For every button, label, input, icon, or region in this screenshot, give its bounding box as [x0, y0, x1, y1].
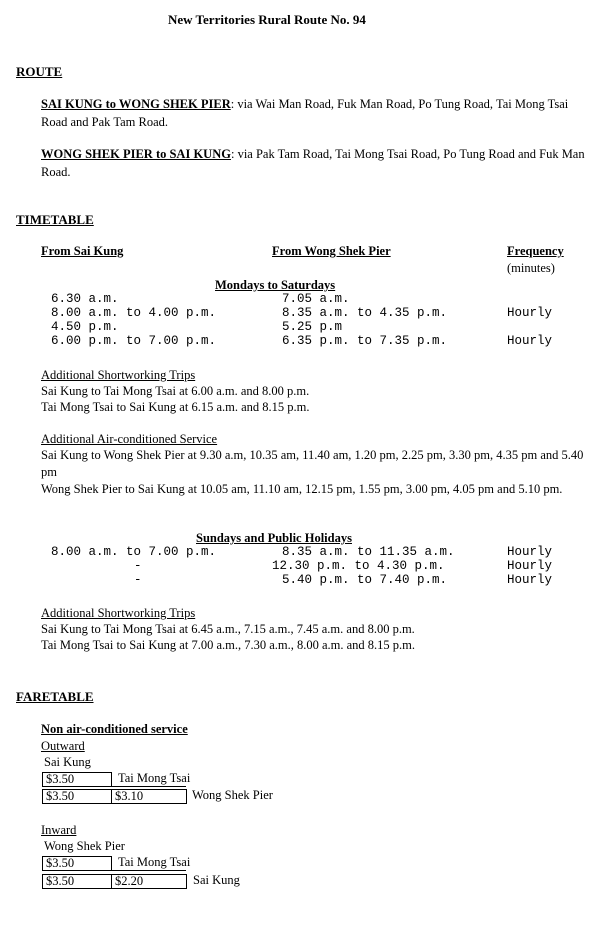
sunday-row-3-sai-kung: -: [134, 573, 142, 587]
col-minutes: (minutes): [507, 261, 555, 275]
inward-divider: [111, 870, 186, 871]
inward-fare-1: $3.50: [42, 856, 112, 871]
weekday-row-2-wong-shek: 8.35 a.m. to 4.35 p.m.: [282, 306, 448, 320]
outward-stop-2: Wong Shek Pier: [192, 788, 273, 802]
weekday-row-2-frequency: Hourly: [507, 306, 553, 320]
route-outbound-name: SAI KUNG to WONG SHEK PIER: [41, 97, 231, 111]
col-frequency: Frequency: [507, 244, 564, 258]
aircon-line-2: Wong Shek Pier to Sai Kung at 10.05 am, 11.10 am, 12.15 pm, 1.55 pm, 3.00 pm, 4.05 pm and 5.10 pm.: [41, 482, 563, 496]
faretable-heading: FARETABLE: [16, 689, 94, 704]
fare-service-type: Non air-conditioned service: [41, 722, 188, 736]
sunday-row-2-wong-shek: 12.30 p.m. to 4.30 p.m.: [272, 559, 445, 573]
weekday-row-4-wong-shek: 6.35 p.m. to 7.35 p.m.: [282, 334, 448, 348]
weekday-row-1-wong-shek: 7.05 a.m.: [282, 292, 350, 306]
weekday-row-4-frequency: Hourly: [507, 334, 553, 348]
outward-origin: Sai Kung: [44, 755, 91, 769]
weekday-row-4-sai-kung: 6.00 p.m. to 7.00 p.m.: [51, 334, 217, 348]
aircon-line-1: Sai Kung to Wong Shek Pier at 9.30 a.m, 10.35 am, 11.40 am, 1.20 pm, 2.25 pm, 3.30 pm, 4.35 pm and 5.40 pm: [41, 448, 584, 479]
shortworking-line-1b: Tai Mong Tsai to Sai Kung at 6.15 a.m. and 8.15 p.m.: [41, 400, 310, 414]
col-from-wong-shek-pier: From Wong Shek Pier: [272, 244, 391, 258]
inward-stop-2: Sai Kung: [193, 873, 240, 887]
outward-label: Outward: [41, 739, 85, 753]
route-heading: ROUTE: [16, 64, 63, 79]
weekday-row-1-sai-kung: 6.30 a.m.: [51, 292, 119, 306]
weekday-row-3-wong-shek: 5.25 p.m: [282, 320, 343, 334]
weekday-row-2-sai-kung: 8.00 a.m. to 4.00 p.m.: [51, 306, 217, 320]
weekday-row-3-sai-kung: 4.50 p.m.: [51, 320, 119, 334]
shortworking-line-2b: Tai Mong Tsai to Sai Kung at 7.00 a.m., 7.30 a.m., 8.00 a.m. and 8.15 p.m.: [41, 638, 416, 652]
sunday-row-3-frequency: Hourly: [507, 573, 553, 587]
route-inbound-name: WONG SHEK PIER to SAI KUNG: [41, 147, 231, 161]
route-outbound-desc: : via Wai Man Road, Fuk Man Road, Po Tung Road, Tai Mong Tsai Road and Pak Tam Road.: [41, 97, 569, 129]
page-title: New Territories Rural Route No. 94: [168, 12, 366, 27]
col-from-sai-kung: From Sai Kung: [41, 244, 124, 258]
inward-label: Inward: [41, 823, 77, 837]
sunday-row-1-sai-kung: 8.00 a.m. to 7.00 p.m.: [51, 545, 217, 559]
route-inbound: [41, 145, 589, 181]
weekday-heading: Mondays to Saturdays: [215, 278, 336, 292]
route-outbound: [41, 95, 589, 131]
inward-origin: Wong Shek Pier: [44, 839, 125, 853]
outward-divider: [111, 786, 186, 787]
route-inbound-desc: : via Pak Tam Road, Tai Mong Tsai Road, Po Tung Road and Fuk Man Road.: [41, 147, 585, 179]
sunday-row-2-sai-kung: -: [134, 559, 142, 573]
sunday-row-2-frequency: Hourly: [507, 559, 553, 573]
outward-fare-2b: $3.10: [111, 789, 187, 804]
inward-fare-2a: $3.50: [42, 874, 112, 889]
shortworking-line-2a: Sai Kung to Tai Mong Tsai at 6.45 a.m., 7.15 a.m., 7.45 a.m. and 8.00 p.m.: [41, 622, 415, 636]
sunday-heading: Sundays and Public Holidays: [196, 531, 352, 545]
shortworking-heading-1: Additional Shortworking Trips: [41, 368, 196, 382]
inward-stop-1: Tai Mong Tsai: [118, 855, 191, 869]
shortworking-heading-2: Additional Shortworking Trips: [41, 606, 196, 620]
sunday-row-3-wong-shek: 5.40 p.m. to 7.40 p.m.: [282, 573, 448, 587]
outward-stop-1: Tai Mong Tsai: [118, 771, 191, 785]
outward-fare-1: $3.50: [42, 772, 112, 787]
timetable-heading: TIMETABLE: [16, 212, 94, 227]
sunday-row-1-frequency: Hourly: [507, 545, 553, 559]
sunday-row-1-wong-shek: 8.35 a.m. to 11.35 a.m.: [282, 545, 455, 559]
inward-fare-2b: $2.20: [111, 874, 187, 889]
aircon-heading: Additional Air-conditioned Service: [41, 432, 218, 446]
shortworking-line-1a: Sai Kung to Tai Mong Tsai at 6.00 a.m. and 8.00 p.m.: [41, 384, 310, 398]
outward-fare-2a: $3.50: [42, 789, 112, 804]
